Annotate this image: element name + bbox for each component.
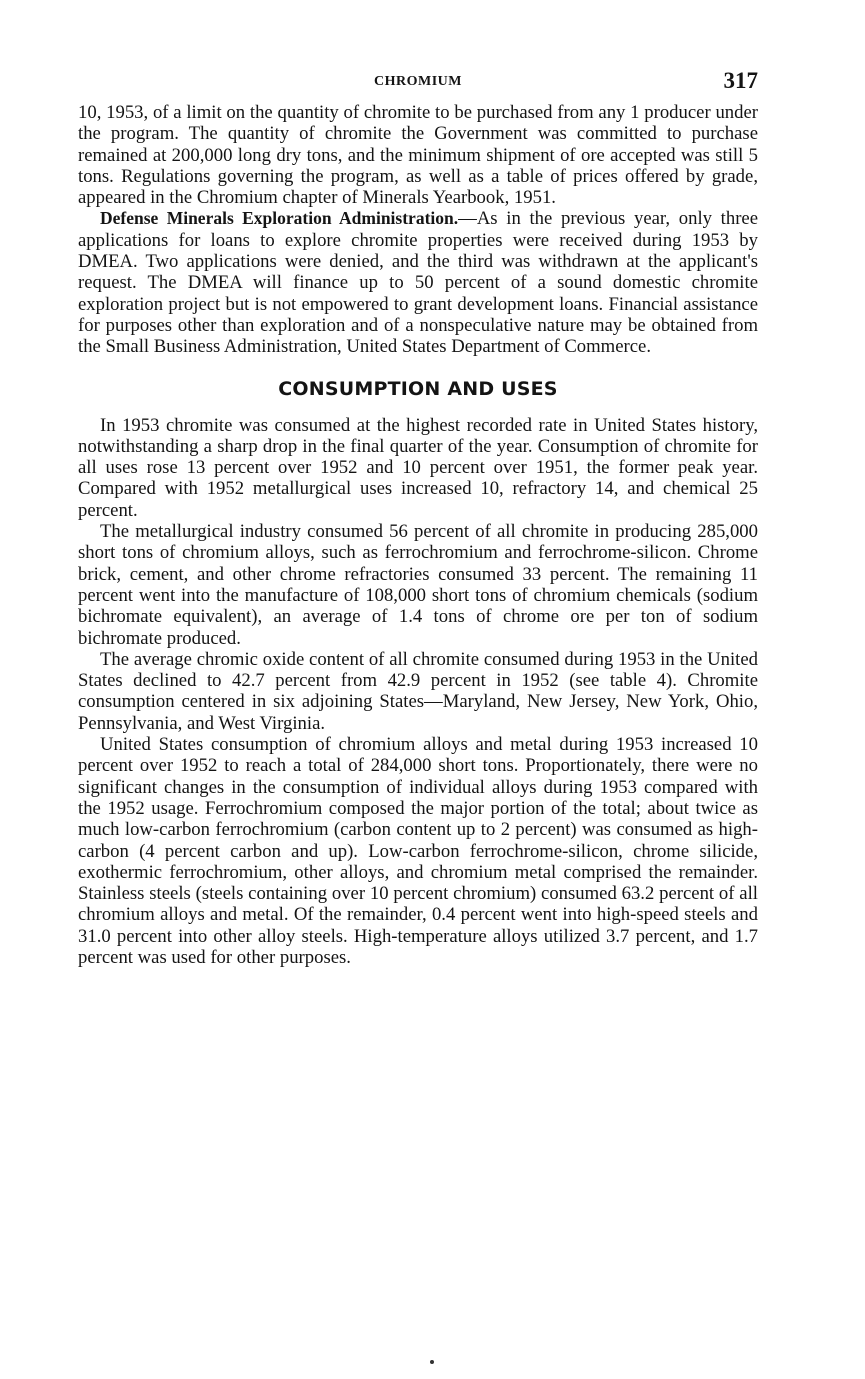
dmea-paragraph-text: —As in the previous year, only three applications for loans to explore chromite properties were received during 1953 by DMEA. Two applications were denied, and the third was withdrawn at the applicant's request. The DMEA will finance up to 50 percent of a sound domestic chromite exploration project but is not empowered to grant development loans. Financial assistance for purposes other than exploration and of a nonspeculative nature may be obtained from the Small Business Administration, United States Department of Commerce.: [78, 208, 759, 358]
section-heading: CONSUMPTION AND USES: [278, 377, 558, 400]
dmea-paragraph: [78, 208, 758, 357]
document-page: [78, 62, 758, 968]
consumption-paragraph-4: United States consumption of chromium alloys and metal during 1953 increased 10 percent over 1952 to reach a total of 284,000 short tons. Proportionately, there were no significant changes in the consumption of individual alloys during 1953 compared with the 1952 usage. Ferrochromium composed the major portion of the total; about twice as much low-carbon ferrochromium (carbon content up to 2 percent) was consumed as high-carbon (4 percent carbon and up). Low-carbon ferrochrome-silicon, chrome silicide, exothermic ferrochromium, other alloys, and chromium metal comprised the remainder. Stainless steels (steels containing over 10 percent chromium) consumed 63.2 percent of all chromium alloys and metal. Of the remainder, 0.4 percent went into high-speed steels and 31.0 percent into other alloy steels. High-temperature alloys utilized 3.7 percent, and 1.7 percent was used for other purposes.: [78, 734, 758, 968]
dmea-run-in-heading: Defense Minerals Exploration Administration.: [100, 208, 459, 229]
consumption-paragraph-2: The metallurgical industry consumed 56 percent of all chromite in producing 285,000 short tons of chromium alloys, such as ferrochromium and ferrochrome-silicon. Chrome brick, cement, and other chrome refractories consumed 33 percent. The remaining 11 percent went into the manufacture of 108,000 short tons of chromium chemicals (sodium bichromate equivalent), an average of 1.4 tons of chrome ore per ton of sodium bichromate produced.: [78, 521, 758, 649]
running-head: [78, 62, 758, 102]
print-speck: [430, 1360, 434, 1364]
page-number: 317: [723, 68, 758, 93]
consumption-paragraph-3: The average chromic oxide content of all chromite consumed during 1953 in the United States declined to 42.7 percent from 42.9 percent in 1952 (see table 4). Chromite consumption centered in six adjoining States—Maryland, New Jersey, New York, Ohio, Pennsylvania, and West Virginia.: [78, 648, 758, 734]
consumption-paragraph-1: In 1953 chromite was consumed at the highest recorded rate in United States history, notwithstanding a sharp drop in the final quarter of the year. Consumption of chromite for all uses rose 13 percent over 1952 and 10 percent over 1951, the former peak year. Compared with 1952 metallurgical uses increased 10, refractory 14, and chemical 25 percent.: [78, 414, 758, 521]
running-title: CHROMIUM: [374, 74, 462, 89]
continued-paragraph: 10, 1953, of a limit on the quantity of chromite to be purchased from any 1 producer under the program. The quantity of chromite the Government was committed to purchase remained at 200,000 long dry tons, and the minimum shipment of ore accepted was still 5 tons. Regulations governing the program, as well as a table of prices offered by grade, appeared in the Chromium chapter of Minerals Yearbook, 1951.: [78, 102, 758, 209]
